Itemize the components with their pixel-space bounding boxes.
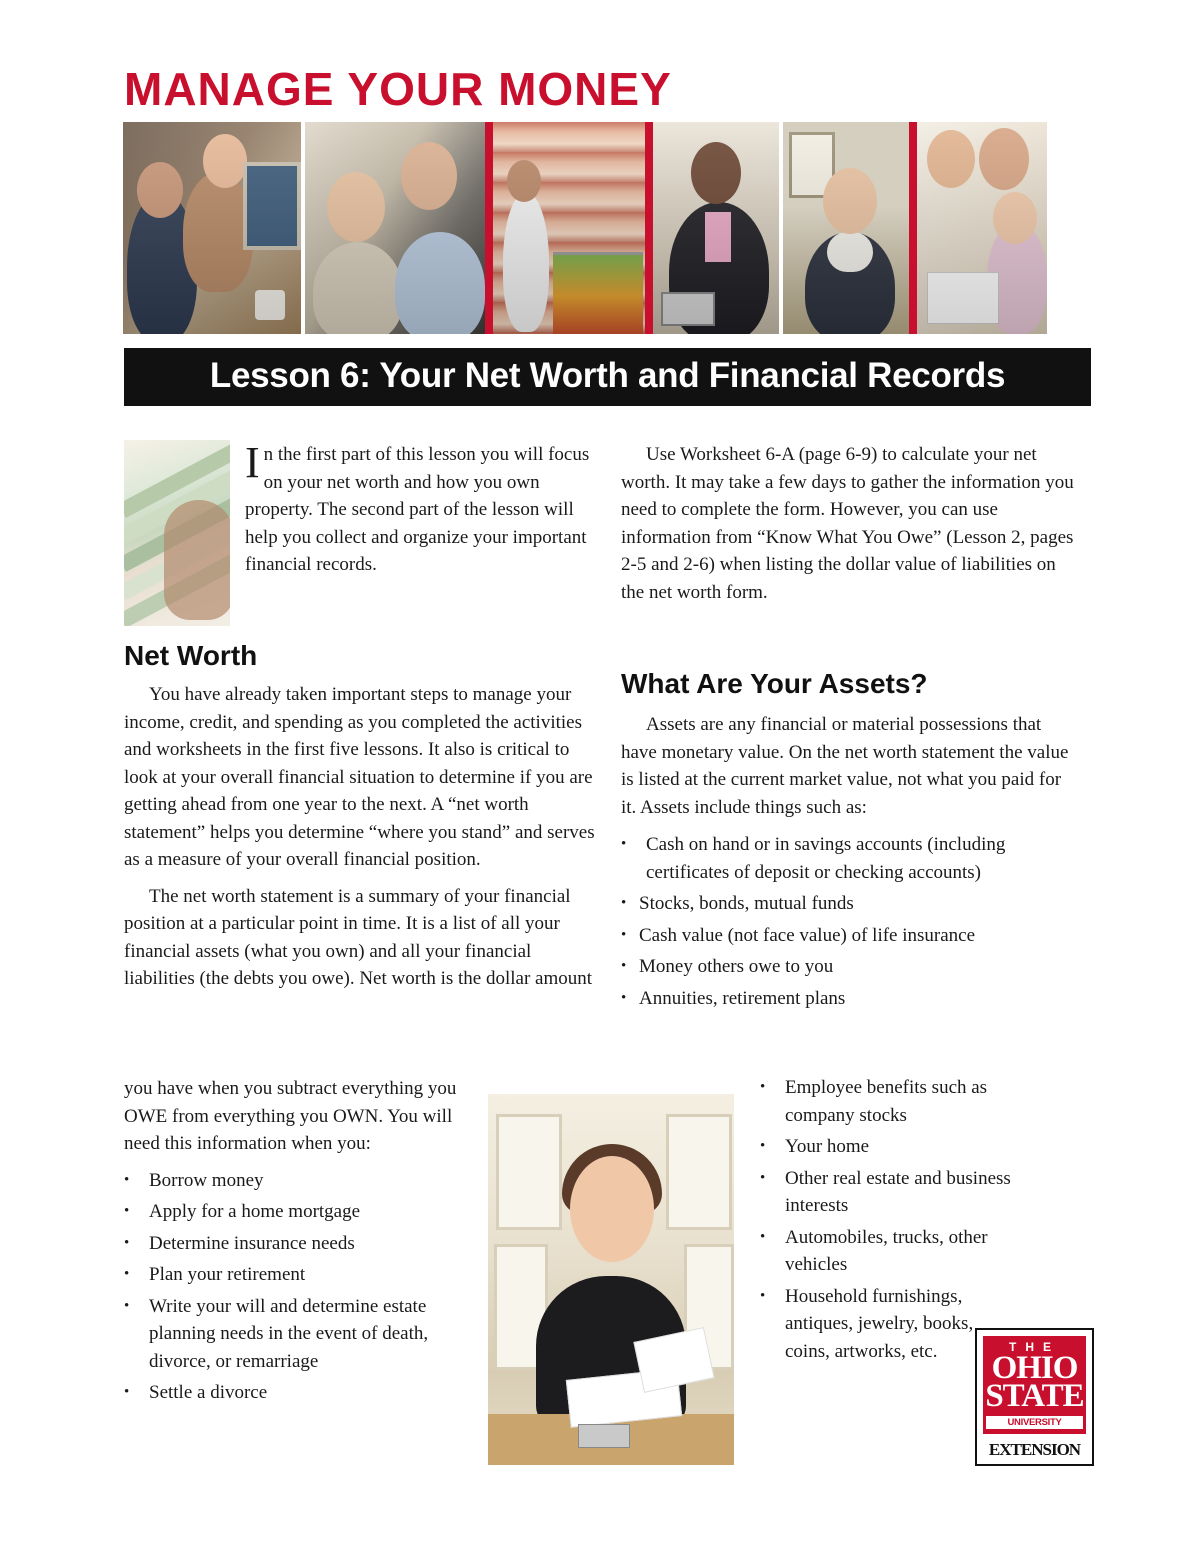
intro-paragraph bbox=[245, 438, 600, 579]
net-worth-body bbox=[124, 681, 602, 993]
intro-text: n the first part of this lesson you will focus on your net worth and how you own property. The second part of the lesson will help you collect and organize your important financial records. bbox=[245, 444, 590, 575]
list-item: • Settle a divorce bbox=[124, 1379, 464, 1407]
list-item: • Household furnishings, antiques, jewelry, books, coins, artworks, etc. bbox=[760, 1283, 975, 1366]
older-woman-photo bbox=[783, 122, 909, 334]
assets-body bbox=[621, 711, 1079, 1012]
list-item: • Cash value (not face value) of life insurance bbox=[621, 922, 1061, 950]
list-item: • Plan your retirement bbox=[124, 1261, 464, 1289]
photo-strip bbox=[123, 122, 1095, 334]
net-worth-uses-list bbox=[124, 1167, 464, 1407]
worksheet-paragraph-box bbox=[621, 441, 1077, 606]
list-item: • Employee benefits such as company stocks bbox=[760, 1074, 1035, 1129]
list-item: • Automobiles, trucks, other vehicles bbox=[760, 1224, 1045, 1279]
list-item: • Cash on hand or in savings accounts (including certificates of deposit or checking accounts) bbox=[621, 831, 1066, 886]
money-photo bbox=[124, 440, 230, 626]
lesson-title: Lesson 6: Your Net Worth and Financial Records bbox=[209, 356, 1006, 395]
net-worth-para1: You have already taken important steps to manage your income, credit, and spending as you completed the activities and worksheets in the first five lessons. It also is critical to look at your overall financial situation to determine if you are getting ahead from one year to the next. A “net worth statement” helps you determine “where you stand” and serves as a measure of your overall financial position. bbox=[124, 684, 595, 870]
list-item: • Determine insurance needs bbox=[124, 1230, 464, 1258]
assets-paragraph: Assets are any financial or material possessions that have monetary value. On the net worth statement the value is listed at the current market value, not what you paid for it. Assets include things such as: bbox=[621, 714, 1069, 818]
list-item: • Your home bbox=[760, 1133, 1070, 1161]
assets-list-continued bbox=[760, 1074, 1070, 1365]
list-item: • Apply for a home mortgage bbox=[124, 1198, 464, 1226]
ohio-state-extension-logo: THE OHIO STATE UNIVERSITY EXTENSION bbox=[975, 1328, 1094, 1466]
assets-list bbox=[621, 831, 1061, 1012]
couple-in-car-photo bbox=[305, 122, 485, 334]
assets-heading: What Are Your Assets? bbox=[621, 668, 928, 699]
list-item: • Annuities, retirement plans bbox=[621, 985, 1061, 1013]
net-worth-para2: The net worth statement is a summary of your financial position at a particular point in time. It is a list of all your financial assets (what you own) and all your financial liabilities (the debts you owe). Net worth is the dollar amount bbox=[124, 885, 593, 989]
assets-narrow-body bbox=[760, 1074, 1070, 1365]
drop-cap: I bbox=[245, 438, 260, 487]
net-worth-para2-cont: you have when you subtract everything you OWE from everything you OWN. You will need this information when you: bbox=[124, 1078, 457, 1154]
lesson-banner bbox=[124, 348, 1091, 406]
list-item: • Money others owe to you bbox=[621, 953, 1061, 981]
list-item: • Stocks, bonds, mutual funds bbox=[621, 890, 1061, 918]
list-item: • Borrow money bbox=[124, 1167, 464, 1195]
net-worth-heading: Net Worth bbox=[124, 640, 258, 671]
woman-with-calculator-photo bbox=[653, 122, 779, 334]
worksheet-paragraph: Use Worksheet 6-A (page 6-9) to calculate your net worth. It may take a few days to gather the information you need to complete the form. However, you can use information from “Know What You Owe” (Lesson 2, pages 2-5 and 2-6) when listing the dollar value of liabilities on the net worth form. bbox=[621, 444, 1074, 603]
list-item: • Write your will and determine estate planning needs in the event of death, divorce, or remarriage bbox=[124, 1293, 439, 1376]
woman-with-documents-photo bbox=[488, 1094, 734, 1465]
net-worth-narrow-body bbox=[124, 1075, 464, 1407]
page-title: MANAGE YOUR MONEY bbox=[124, 63, 672, 115]
list-item: • Other real estate and business interests bbox=[760, 1165, 1075, 1220]
family-with-child-photo bbox=[917, 122, 1047, 334]
couple-at-computer-photo bbox=[123, 122, 301, 334]
woman-grocery-shopping-photo bbox=[493, 122, 645, 334]
